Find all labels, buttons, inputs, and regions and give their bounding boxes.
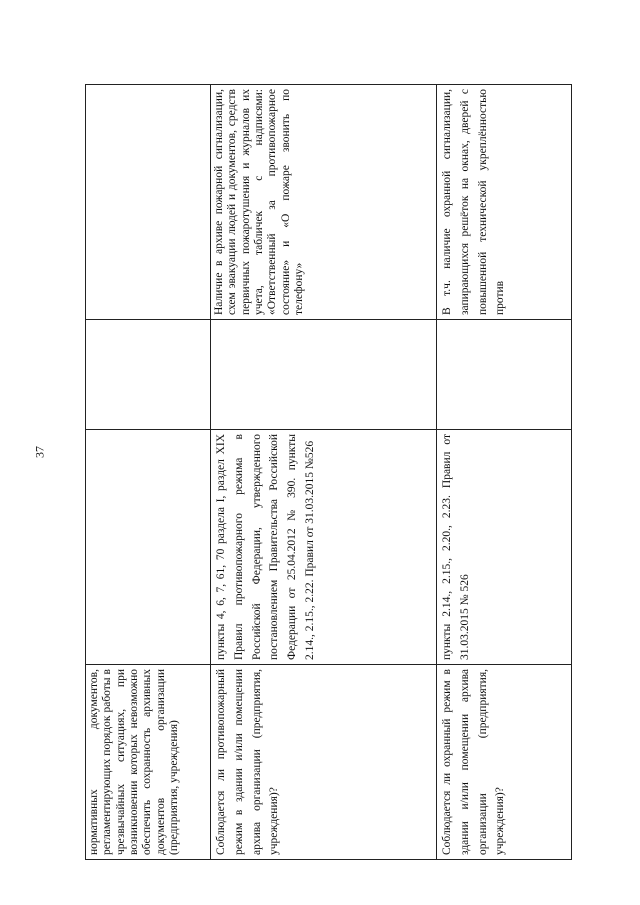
question-cell: Соблюдается ли противопожарный режим в здании и/или помещении архива организации (предприятия, учреждения)? [211, 665, 437, 860]
table-row [211, 85, 437, 860]
question-cell: нормативных документов, регламентирующих порядок работы в чрезвычайных ситуациях, при возникновении которых невозможно обеспечить сохранность архивных документов организации (предприятия, учреждения) [86, 665, 211, 860]
rotated-table-container [85, 85, 571, 860]
mark-cell [86, 320, 211, 430]
question-cell: Соблюдается ли охранный режим в здании и/или помещении архива организации (предприятия, учреждения)? [437, 665, 572, 860]
page-number: 37 [32, 446, 47, 458]
table-row [437, 85, 572, 860]
mark-cell [211, 320, 437, 430]
table-row [86, 85, 211, 860]
reference-cell: пункты 2.14., 2.15., 2.20., 2.23. Правил от 31.03.2015 № 526 [437, 430, 572, 665]
note-cell: Наличие в архиве пожарной сигнализации, схем эвакуации людей и документов, средств первичных пожаротушения и журналов их учета, табличек с надписями: «Ответственный за противопожарное состояние» и «О пожаре звонить по телефону» [211, 85, 437, 320]
checklist-table [85, 84, 572, 860]
note-cell [86, 85, 211, 320]
reference-cell: пункты 4, 6, 7, 61, 70 раздела I, раздел XIX Правил противопожарного режима в Российской Федерации, утвержденного постановлением Правительства Российской Федерации от 25.04.2012 № 390. пункты 2.14., 2.15., 2.22. Правил от 31.03.2015 №526 [211, 430, 437, 665]
reference-cell [86, 430, 211, 665]
mark-cell [437, 320, 572, 430]
note-cell: В т.ч. наличие охранной сигнализации, запирающихся решёток на окнах, дверей с повышенной технической укреплённостью против [437, 85, 572, 320]
